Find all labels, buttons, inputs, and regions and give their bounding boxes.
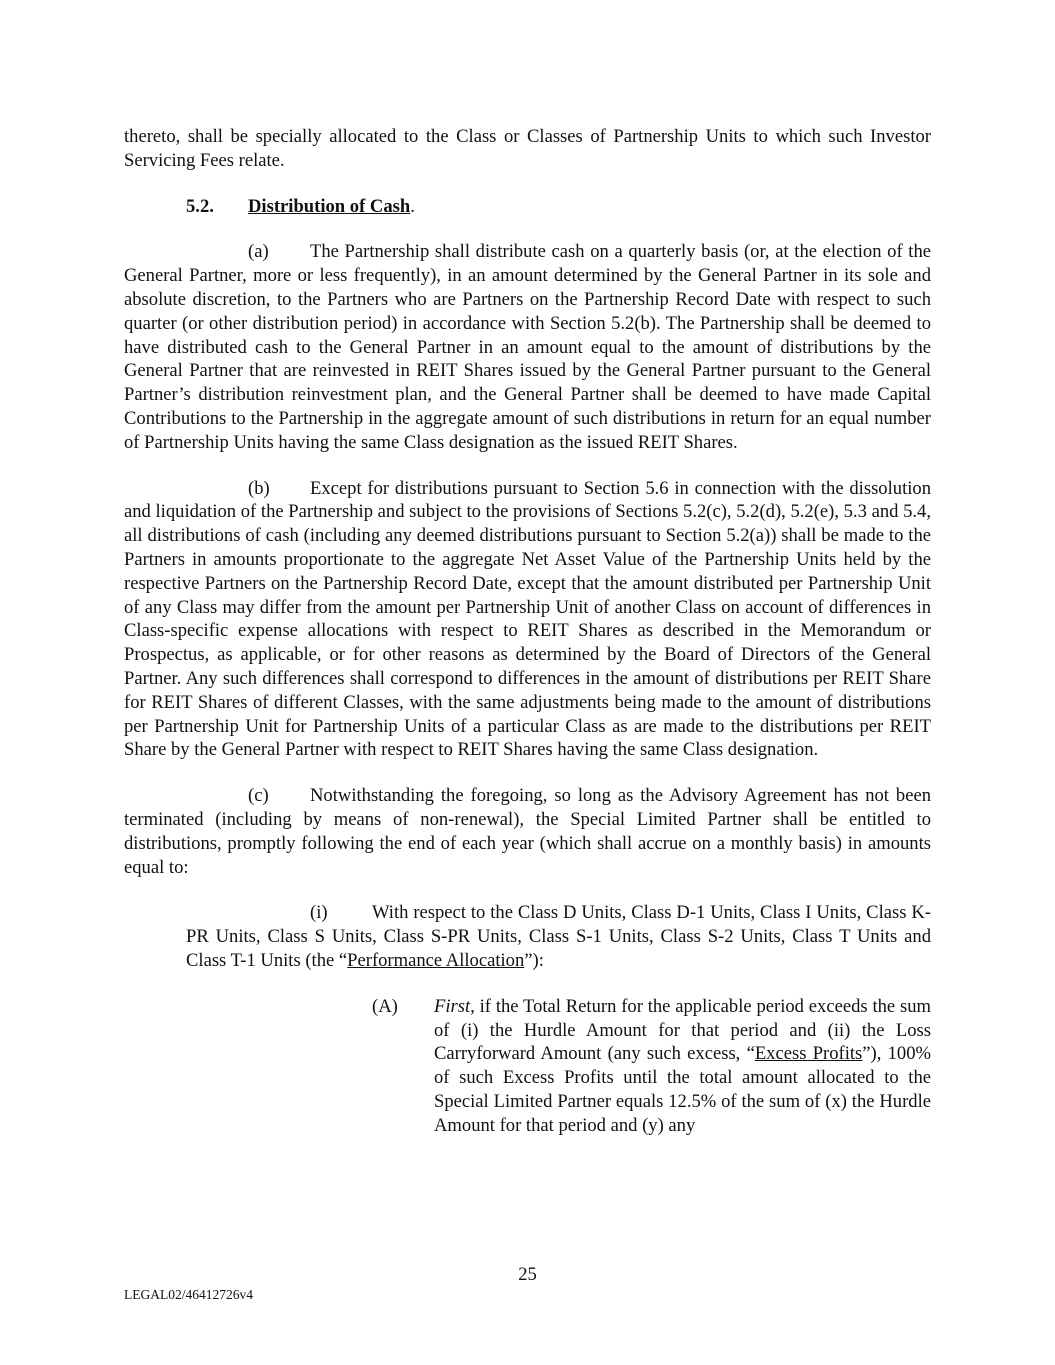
clause-A-text: if the Total Return for the applicable period exceeds the sum of (i) the Hurdle Amount for that period and (ii) the Loss Carryforward Amount (any such excess, “ (434, 995, 931, 1065)
paragraph-c-label: (c) (248, 785, 269, 807)
paragraph-c-text: Notwithstanding the foregoing, so long as the Advisory Agreement has not been terminated (including by means of non-renewal), the Special Limited Partner shall be entitled to distributions, promptly following the end of each year (which shall accrue on a monthly basis) in amounts equal to: (124, 785, 931, 878)
section-title: Distribution of Cash (248, 195, 411, 217)
paragraph-a-label: (a) (248, 241, 269, 263)
clause-A-text-end: ”), 100% of such Excess Profits until the total amount allocated to the Special Limited Partner equals 12.5% of the sum of (x) the Hurdle Amount for that period and (y) any (434, 1043, 932, 1136)
paragraph-a-text: The Partnership shall distribute cash on a quarterly basis (or, at the election of the General Partner, more or less frequently), in an amount determined by the General Partner in its sole and absolute discretion, to the Partners who are Partners on the Partnership Record Date with respect to such quarter (or other distribution period) in accordance with Section 5.2(b). The Partnership shall be deemed to have distributed cash to the General Partner in an amount equal to the amount of distributions by the General Partner that are reinvested in REIT Shares issued by the General Partner pursuant to the General Partner’s distribution reinvestment plan, and the General Partner shall be deemed to have made Capital Contributions to the Partnership in the aggregate amount of such distributions in return for an equal number of Partnership Units having the same Class designation as the issued REIT Shares. (124, 241, 931, 453)
section-heading (186, 195, 931, 219)
section-title-period: . (410, 195, 415, 217)
page-number: 25 (518, 1264, 537, 1285)
clause-A-first: First, (434, 995, 475, 1017)
paragraph-c (124, 784, 931, 879)
clause-A-label: (A) (372, 995, 398, 1017)
subparagraph-i-text-end: ”): (524, 949, 544, 971)
subparagraph-i-label: (i) (310, 902, 328, 924)
performance-allocation-term: Performance Allocation (347, 949, 525, 971)
clause-A (372, 995, 932, 1138)
subparagraph-i-text: With respect to the Class D Units, Class D-1 Units, Class I Units, Class K-PR Units, Class S Units, Class S-PR Units, Class S-1 Units, Class S-2 Units, Class T Units and Class T-1 Units (the “ (186, 902, 931, 971)
section-number: 5.2. (186, 195, 214, 217)
paragraph-b-label: (b) (248, 477, 270, 499)
subparagraph-i (186, 901, 931, 972)
page-body (124, 125, 931, 1137)
intro-paragraph: thereto, shall be specially allocated to the Class or Classes of Partnership Units to which such Investor Servicing Fees relate. (124, 126, 931, 171)
paragraph-a (124, 240, 931, 454)
paragraph-b-text: Except for distributions pursuant to Section 5.6 in connection with the dissolution and liquidation of the Partnership and subject to the provisions of Sections 5.2(c), 5.2(d), 5.2(e), 5.3 and 5.4, all distributions of cash (including any deemed distributions pursuant to Section 5.2(a)) shall be made to the Partners in amounts proportionate to the aggregate Net Asset Value of the Partnership Units held by the respective Partners on the Partnership Record Date, except that the amount distributed per Partnership Unit of any Class may differ from the amount per Partnership Unit of another Class on account of differences in Class-specific expense allocations with respect to REIT Shares as described in the Memorandum or Prospectus, as applicable, or for other reasons as determined by the Board of Directors of the General Partner. Any such differences shall correspond to differences in the amount of distributions per REIT Share for REIT Shares of different Classes, with the same adjustments being made to the amount of distributions per Partnership Unit for Partnership Units of a particular Class as are made to the distributions per REIT Share by the General Partner with respect to REIT Shares having the same Class designation. (124, 477, 931, 761)
paragraph-b (124, 477, 931, 763)
document-footer-code: LEGAL02/46412726v4 (124, 1287, 253, 1302)
excess-profits-term: Excess Profits (754, 1043, 863, 1065)
